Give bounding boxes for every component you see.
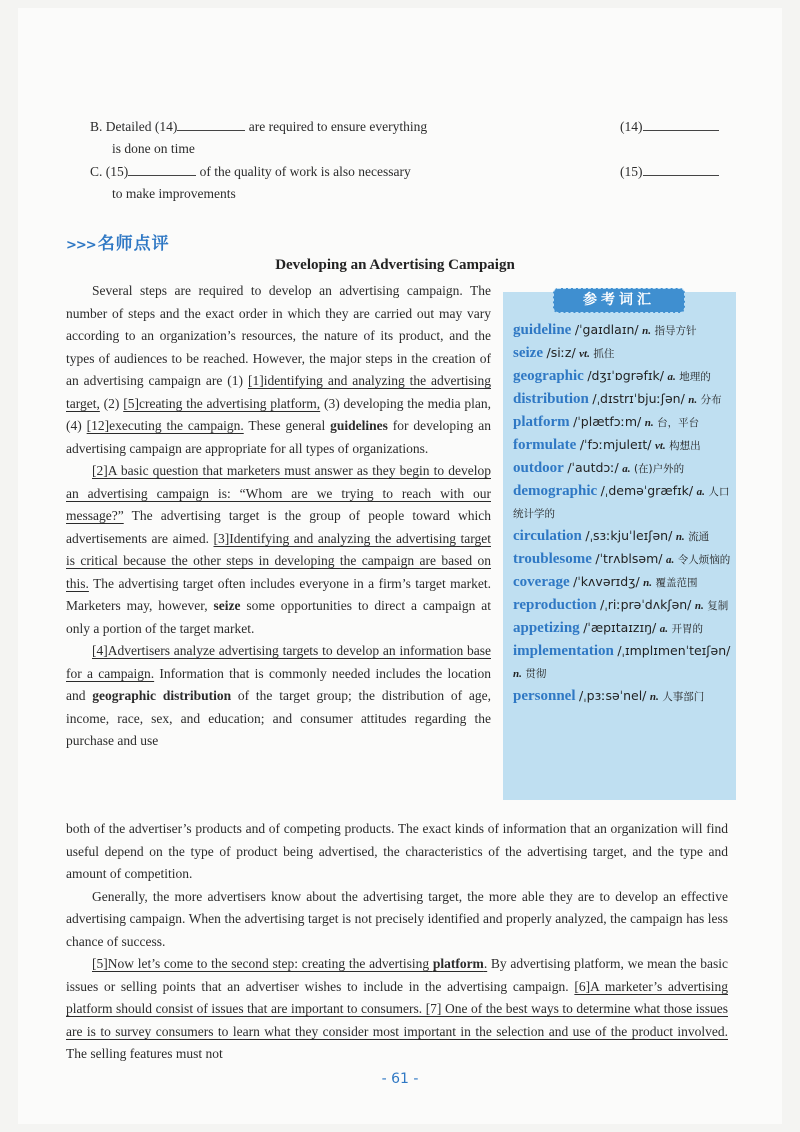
vocab-entry — [513, 411, 731, 434]
exercise-item-c — [90, 161, 730, 205]
paragraph-4: Generally, the more advertisers know about the advertising target, the more able they are to develop an effective advertising campaign. When the advertising target is not precisely identified and properly analyzed, the campaign has less chance of success. — [66, 888, 728, 949]
vocab-part-of-speech: vt. — [579, 348, 590, 360]
keyword: seize — [213, 598, 241, 613]
vocab-entry — [513, 617, 731, 640]
vocab-entry — [513, 640, 731, 685]
vocab-translation: 分布 — [700, 394, 722, 406]
vocab-word: appetizing — [513, 620, 580, 636]
vocab-translation: 贯彻 — [525, 668, 547, 680]
vocab-word: formulate — [513, 437, 577, 453]
vocab-phonetic: /ˈæpɪtaɪzɪŋ/ — [583, 620, 657, 635]
vocab-translation: 令人烦恼的 — [677, 554, 731, 566]
annotation-underline: [5]Now let’s come to the second step: creating the advertising platform. — [92, 956, 488, 971]
vocab-part-of-speech: a. — [665, 554, 675, 566]
vocab-translation: 台，平台 — [657, 417, 700, 429]
vocab-word: circulation — [513, 528, 582, 544]
vocab-entry — [513, 388, 731, 411]
vocab-entry — [513, 571, 731, 594]
vocab-entry — [513, 594, 731, 617]
vocab-phonetic: /ˈautdɔː/ — [567, 460, 619, 475]
answer-blank[interactable] — [128, 161, 196, 176]
vocab-word: demographic — [513, 483, 598, 499]
exercise-b-line2: is done on time — [112, 141, 195, 156]
vocab-phonetic: /siːz/ — [546, 345, 576, 360]
exercise-b-suffix: are required to ensure everything — [248, 119, 428, 134]
vocab-word: coverage — [513, 574, 570, 590]
vocab-word: geographic — [513, 368, 584, 384]
article-column — [66, 280, 491, 753]
vocabulary-label: 参考词汇 — [553, 288, 685, 313]
vocab-phonetic: /ˌpɜːsəˈnel/ — [579, 688, 647, 703]
vocab-translation: 指导方针 — [654, 325, 697, 337]
vocab-word: implementation — [513, 643, 614, 659]
vocab-part-of-speech: vt. — [654, 440, 666, 452]
exercise-b-answer-label: (14) — [620, 119, 643, 134]
vocab-part-of-speech: n. — [513, 668, 522, 680]
vocab-word: outdoor — [513, 460, 564, 476]
chevrons-icon: >>> — [66, 238, 96, 253]
vocab-phonetic: /ˈkʌvərɪdʒ/ — [573, 574, 640, 589]
exercise-item-b — [90, 116, 730, 160]
vocab-word: troublesome — [513, 551, 592, 567]
exercise-c-suffix: of the quality of work is also necessary — [199, 164, 411, 179]
vocab-part-of-speech: n. — [675, 531, 685, 543]
vocab-phonetic: /ˌdɪstrɪˈbjuːʃən/ — [592, 391, 685, 406]
vocab-entry — [513, 342, 731, 365]
vocab-phonetic: /ˌsɜːkjuˈleɪʃən/ — [585, 528, 673, 543]
vocab-entry — [513, 365, 731, 388]
paragraph-1: Several steps are required to develop an advertising campaign. The number of steps and the exact order in which they are carried out may vary according to an organization’s resources, the nature of its product, and the types of audiences to be reached. However, the major steps in the creation of an advertising campaign are (1) [1]identifying and analyzing the advertising target, (2) [5]creating the advertising platform, (3) developing the media plan, (4) [12]executing the campaign. These general guidelines for developing an advertising campaign are appropriate for all types of organizations. — [66, 283, 491, 456]
vocab-phonetic: /ˌriːprəˈdʌkʃən/ — [600, 597, 692, 612]
vocab-translation: 覆盖范围 — [655, 577, 698, 589]
exercise-b-prefix: B. Detailed (14) — [90, 119, 178, 134]
exercise-c-prefix: C. (15) — [90, 164, 129, 179]
vocab-entry — [513, 319, 731, 342]
vocab-part-of-speech: n. — [688, 394, 698, 406]
vocab-phonetic: /ˈplætfɔːm/ — [573, 414, 642, 429]
annotation-underline: [5]creating the advertising platform, — [123, 395, 321, 411]
vocab-part-of-speech: n. — [649, 691, 659, 703]
vocab-phonetic: /ˈfɔːmjuleɪt/ — [579, 437, 652, 452]
vocab-part-of-speech: n. — [694, 600, 704, 612]
exercise-c-line2: to make improvements — [112, 186, 236, 201]
vocab-translation: 抓住 — [593, 348, 615, 360]
annotation-underline: [3]Identifying and analyzing the advertising target is critical because the other steps in developing the campaign are based on this. — [66, 530, 491, 591]
vocab-word: platform — [513, 414, 570, 430]
keyword: geographic distribution — [92, 688, 232, 703]
annotation-underline: [1]identifying and analyzing the advertising target, — [66, 373, 491, 411]
vocab-phonetic: /ˈtrʌblsəm/ — [595, 551, 663, 566]
paragraph-3-continued: both of the advertiser’s products and of competing products. The exact kinds of information that an organization will find useful depend on the type of product being advertised, the characteristics of the advertising target, and the type and amount of competition. — [66, 821, 728, 881]
vocab-translation: 人事部门 — [662, 691, 705, 703]
vocab-translation: 地理的 — [679, 371, 711, 383]
vocab-translation: 人口统计学的 — [513, 486, 730, 520]
vocab-phonetic: /ˌdeməˈgræfɪk/ — [600, 483, 694, 498]
vocabulary-box — [503, 292, 736, 800]
vocab-translation: 构想出 — [669, 440, 701, 452]
vocab-part-of-speech: a. — [622, 463, 631, 475]
vocab-entry — [513, 457, 731, 480]
section-label: 名师点评 — [97, 234, 170, 254]
vocab-phonetic: /ˈgaɪdlaɪn/ — [574, 322, 639, 337]
paragraph-5: [5]Now let’s come to the second step: creating the advertising platform. By advertising platform, we mean the basic issues or selling points that an advertiser wishes to include in the advertising campaign. [6]A marketer’s advertising platform should consist of issues that are important to consumers. [7] One of the best ways to determine what those issues are is to survey consumers to learn what they consider most important in the selection and use of the product involved. The selling features must not — [66, 956, 728, 1061]
vocab-word: reproduction — [513, 597, 597, 613]
section-heading — [66, 229, 170, 254]
vocab-translation: (在)户外的 — [633, 463, 685, 475]
vocab-word: seize — [513, 345, 543, 361]
paragraph-3: [4]Advertisers analyze advertising targets to develop an information base for a campaign. Information that is commonly needed includes the location and geographic distribution of the target group; the distribution of age, income, race, sex, and education; and consumer attitudes regarding the purchase and use — [66, 643, 492, 748]
vocab-part-of-speech: n. — [642, 325, 651, 337]
vocab-part-of-speech: a. — [659, 623, 668, 635]
vocab-entry — [513, 525, 731, 548]
vocab-word: distribution — [513, 391, 589, 407]
vocab-word: personnel — [513, 688, 576, 704]
vocab-translation: 开胃的 — [671, 623, 703, 635]
vocab-phonetic: /dʒɪˈɒgrəfɪk/ — [587, 368, 664, 383]
paragraph-2: [2]A basic question that marketers must answer as they begin to develop an advertising campaign is: “Whom are we trying to reach with our message?” The advertising target is the group of people toward which advertisements are aimed. [3]Identifying and analyzing the advertising target is critical because the other steps in developing the campaign are based on this. The advertising target often includes everyone in a firm’s target market. Marketers may, however, seize some opportunities to direct a campaign at only a portion of the target market. — [66, 463, 492, 636]
vocab-part-of-speech: n. — [644, 417, 654, 429]
vocab-part-of-speech: a. — [667, 371, 676, 383]
vocab-entry — [513, 434, 731, 457]
answer-blank[interactable] — [643, 161, 719, 176]
vocab-word: guideline — [513, 322, 572, 338]
article-continuation — [66, 818, 728, 1066]
vocab-entry — [513, 548, 731, 571]
vocab-translation: 复制 — [707, 600, 729, 612]
exercise-c-answer-label: (15) — [620, 164, 643, 179]
article-title: Developing an Advertising Campaign — [275, 257, 515, 273]
vocab-part-of-speech: a. — [696, 486, 705, 498]
annotation-underline: [4]Advertisers analyze advertising targets to develop an information base for a campaign. — [66, 643, 491, 681]
vocabulary-list — [513, 319, 731, 708]
vocab-part-of-speech: n. — [643, 577, 653, 589]
annotation-underline: [12]executing the campaign. — [86, 418, 244, 433]
answer-blank[interactable] — [177, 116, 245, 131]
vocab-entry — [513, 480, 731, 525]
answer-blank[interactable] — [643, 116, 719, 131]
annotation-underline: [6]A marketer’s advertising platform should consist of issues that are important to consumers. [7] One of the best ways to determine what those issues are is to survey consumers to learn what they consider most important in the selection and use of the product involved. — [66, 978, 728, 1039]
vocab-translation: 流通 — [688, 531, 710, 543]
page-number: - 61 - — [381, 1071, 419, 1087]
annotation-underline: [2]A basic question that marketers must answer as they begin to develop an advertising campaign is: “Whom are we trying to reach with our message?” — [66, 463, 491, 523]
vocab-entry — [513, 685, 731, 708]
vocab-phonetic: /ˌɪmplɪmenˈteɪʃən/ — [617, 643, 731, 658]
keyword: guidelines — [330, 418, 388, 433]
